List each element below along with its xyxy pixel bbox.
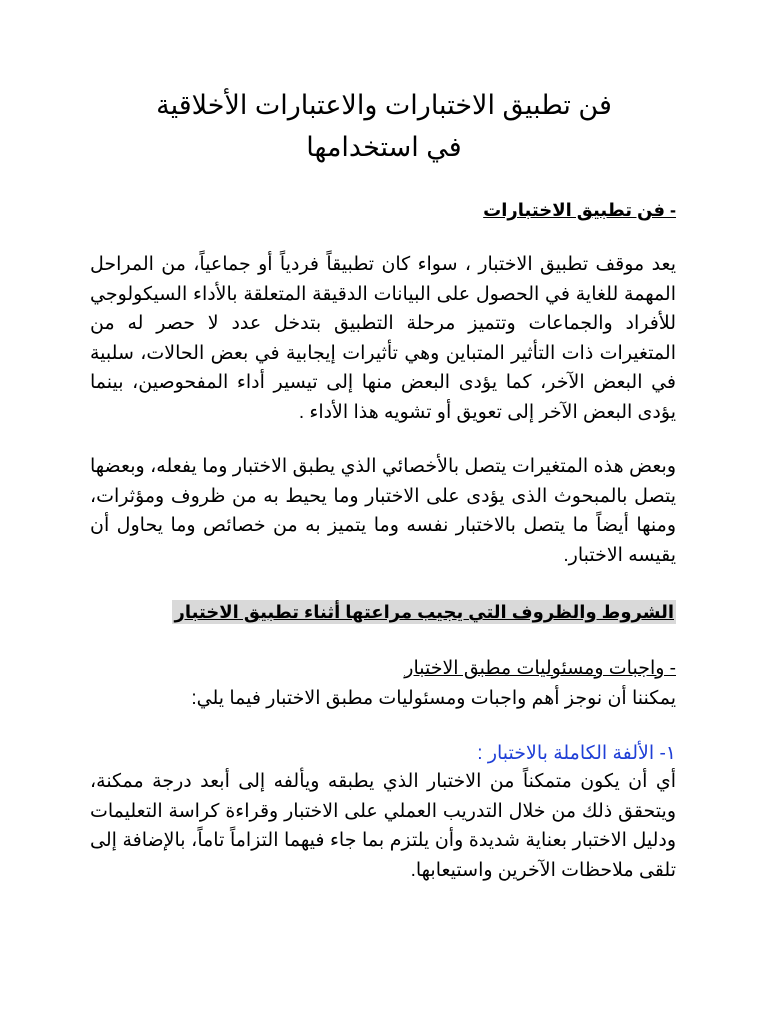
- subheading-duties: - واجبات ومسئوليات مطبق الاختبار: [404, 658, 676, 679]
- title-line-1: فن تطبيق الاختبارات والاعتبارات الأخلاقية: [156, 90, 612, 120]
- paragraph-familiarity: أي أن يكون متمكناً من الاختبار الذي يطبقه ويألفه إلى أبعد درجة ممكنة، ويتحقق ذلك من خلال التدريب العملي على الاختبار وقراءة كراسة التعليمات ودليل الاختبار بعناية شديدة وأن يلتزم بما جاء فيهما التزاماً تاماً، بالإضافة إلى تلقى ملاحظات الآخرين واستيعابها.: [90, 771, 676, 881]
- title-line-2: في استخدامها: [306, 132, 462, 162]
- paragraph-variables: وبعض هذه المتغيرات يتصل بالأخصائي الذي يطبق الاختبار وما يفعله، وبعضها يتصل بالمبحوث الذى يؤدى على الاختبار وما يحيط به من ظروف ومؤثرات، ومنها أيضاً ما يتصل بالاختبار نفسه وما يتميز به من خصائص وما يحاول أن يقيسه الاختبار.: [90, 456, 676, 566]
- numbered-heading-familiarity: ١- الألفة الكاملة بالاختبار :: [477, 743, 676, 764]
- section-heading-conditions: الشروط والظروف التي يجيب مراعتها أثناء تطبيق الاختبار: [174, 602, 674, 622]
- paragraph-test-situation: يعد موقف تطبيق الاختبار ، سواء كان تطبيقاً فردياً أو جماعياً، من المراحل المهمة للغاية في الحصول على البيانات الدقيقة المتعلقة بالأداء السيكولوجي للأفراد والجماعات وتتميز مرحلة التطبيق بتدخل عدد لا حصر له من المتغيرات ذات التأثير المتباين وهي تأثيرات إيجابية في بعض الحالات، سلبية في البعض الآخر، كما يؤدى البعض منها إلى تيسير أداء المفحوصين، بينما يؤدى البعض الآخر إلى تعويق أو تشويه هذا الأداء .: [90, 254, 676, 423]
- paragraph-duties-intro: يمكننا أن نوجز أهم واجبات ومسئوليات مطبق الاختبار فيما يلي:: [191, 688, 676, 709]
- section-heading-test-application: - فن تطبيق الاختبارات: [483, 200, 676, 220]
- document-title: [60, 84, 708, 168]
